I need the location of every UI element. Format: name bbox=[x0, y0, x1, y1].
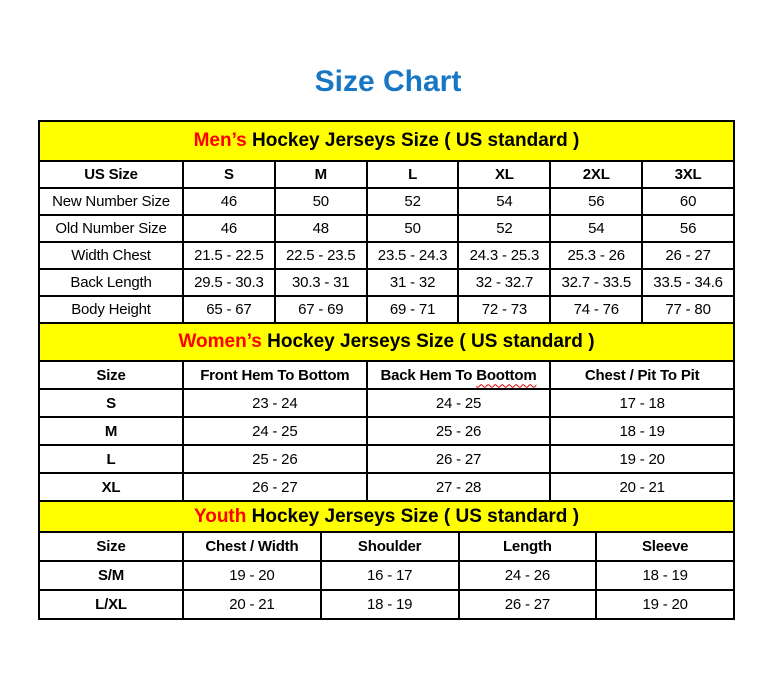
youth-header-row bbox=[39, 532, 734, 561]
header-cell: 2XL bbox=[550, 161, 642, 188]
value-cell: 69 - 71 bbox=[367, 296, 459, 323]
value-cell: 24 - 25 bbox=[367, 389, 551, 417]
value-cell: 27 - 28 bbox=[367, 473, 551, 501]
header-cell: Shoulder bbox=[321, 532, 459, 561]
value-cell: 56 bbox=[550, 188, 642, 215]
table-row bbox=[39, 445, 734, 473]
value-cell: 26 - 27 bbox=[459, 590, 597, 619]
mens-section-band bbox=[39, 121, 734, 161]
table-row bbox=[39, 417, 734, 445]
value-cell: 54 bbox=[458, 188, 550, 215]
womens-size-table bbox=[38, 322, 735, 502]
mens-section-highlight: Men’s bbox=[193, 130, 247, 151]
value-cell: 50 bbox=[367, 215, 459, 242]
header-cell: XL bbox=[458, 161, 550, 188]
value-cell: 67 - 69 bbox=[275, 296, 367, 323]
row-label: L/XL bbox=[39, 590, 183, 619]
youth-section-title-rest: Hockey Jerseys Size ( US standard ) bbox=[246, 505, 580, 527]
value-cell: 74 - 76 bbox=[550, 296, 642, 323]
womens-section-title bbox=[39, 323, 734, 361]
mens-size-table bbox=[38, 120, 735, 324]
womens-header-row bbox=[39, 361, 734, 389]
header-cell: Size bbox=[39, 361, 183, 389]
row-label: Back Length bbox=[39, 269, 183, 296]
value-cell: 24 - 26 bbox=[459, 561, 597, 590]
value-cell: 22.5 - 23.5 bbox=[275, 242, 367, 269]
womens-section-band bbox=[39, 323, 734, 361]
value-cell: 52 bbox=[367, 188, 459, 215]
value-cell: 24 - 25 bbox=[183, 417, 367, 445]
value-cell: 32.7 - 33.5 bbox=[550, 269, 642, 296]
value-cell: 32 - 32.7 bbox=[458, 269, 550, 296]
youth-section-title bbox=[39, 501, 734, 532]
spellcheck-underlined-word: Boottom bbox=[476, 366, 537, 384]
table-row bbox=[39, 215, 734, 242]
row-label: New Number Size bbox=[39, 188, 183, 215]
value-cell: 21.5 - 22.5 bbox=[183, 242, 275, 269]
value-cell: 29.5 - 30.3 bbox=[183, 269, 275, 296]
header-cell: S bbox=[183, 161, 275, 188]
header-cell: 3XL bbox=[642, 161, 734, 188]
value-cell: 60 bbox=[642, 188, 734, 215]
header-cell: L bbox=[367, 161, 459, 188]
header-cell: Chest / Pit To Pit bbox=[550, 361, 734, 389]
value-cell: 17 - 18 bbox=[550, 389, 734, 417]
table-row bbox=[39, 188, 734, 215]
value-cell: 18 - 19 bbox=[321, 590, 459, 619]
value-cell: 24.3 - 25.3 bbox=[458, 242, 550, 269]
womens-section-title-rest: Hockey Jerseys Size ( US standard ) bbox=[261, 331, 595, 352]
value-cell: 19 - 20 bbox=[183, 561, 321, 590]
row-label: S/M bbox=[39, 561, 183, 590]
table-row bbox=[39, 473, 734, 501]
header-cell: Length bbox=[459, 532, 597, 561]
value-cell: 20 - 21 bbox=[550, 473, 734, 501]
value-cell: 56 bbox=[642, 215, 734, 242]
row-label: M bbox=[39, 417, 183, 445]
value-cell: 16 - 17 bbox=[321, 561, 459, 590]
value-cell: 19 - 20 bbox=[596, 590, 734, 619]
table-row bbox=[39, 590, 734, 619]
header-cell: Chest / Width bbox=[183, 532, 321, 561]
value-cell: 33.5 - 34.6 bbox=[642, 269, 734, 296]
value-cell: 18 - 19 bbox=[596, 561, 734, 590]
row-label: Body Height bbox=[39, 296, 183, 323]
header-cell: M bbox=[275, 161, 367, 188]
row-label: Old Number Size bbox=[39, 215, 183, 242]
value-cell: 25 - 26 bbox=[367, 417, 551, 445]
table-row bbox=[39, 389, 734, 417]
header-cell-misspelled bbox=[367, 361, 551, 389]
value-cell: 65 - 67 bbox=[183, 296, 275, 323]
header-cell: US Size bbox=[39, 161, 183, 188]
table-row bbox=[39, 561, 734, 590]
value-cell: 72 - 73 bbox=[458, 296, 550, 323]
value-cell: 54 bbox=[550, 215, 642, 242]
row-label: Width Chest bbox=[39, 242, 183, 269]
mens-header-row bbox=[39, 161, 734, 188]
mens-section-title-rest: Hockey Jerseys Size ( US standard ) bbox=[246, 130, 580, 151]
value-cell: 77 - 80 bbox=[642, 296, 734, 323]
size-tables bbox=[38, 120, 735, 620]
value-cell: 50 bbox=[275, 188, 367, 215]
value-cell: 26 - 27 bbox=[183, 473, 367, 501]
mens-section-title bbox=[39, 121, 734, 161]
youth-section-highlight: Youth bbox=[193, 505, 247, 527]
value-cell: 48 bbox=[275, 215, 367, 242]
page-title: Size Chart bbox=[314, 65, 462, 98]
value-cell: 26 - 27 bbox=[367, 445, 551, 473]
value-cell: 52 bbox=[458, 215, 550, 242]
value-cell: 26 - 27 bbox=[642, 242, 734, 269]
value-cell: 23.5 - 24.3 bbox=[367, 242, 459, 269]
value-cell: 30.3 - 31 bbox=[275, 269, 367, 296]
value-cell: 18 - 19 bbox=[550, 417, 734, 445]
value-cell: 46 bbox=[183, 215, 275, 242]
youth-size-table bbox=[38, 500, 735, 620]
table-row bbox=[39, 269, 734, 296]
value-cell: 31 - 32 bbox=[367, 269, 459, 296]
value-cell: 20 - 21 bbox=[183, 590, 321, 619]
youth-section-band bbox=[39, 501, 734, 532]
header-cell: Front Hem To Bottom bbox=[183, 361, 367, 389]
table-row bbox=[39, 242, 734, 269]
row-label: S bbox=[39, 389, 183, 417]
table-row bbox=[39, 296, 734, 323]
value-cell: 19 - 20 bbox=[550, 445, 734, 473]
value-cell: 23 - 24 bbox=[183, 389, 367, 417]
value-cell: 46 bbox=[183, 188, 275, 215]
header-cell: Size bbox=[39, 532, 183, 561]
value-cell: 25.3 - 26 bbox=[550, 242, 642, 269]
header-text: Back Hem To bbox=[380, 366, 477, 384]
header-cell: Sleeve bbox=[596, 532, 734, 561]
row-label: XL bbox=[39, 473, 183, 501]
value-cell: 25 - 26 bbox=[183, 445, 367, 473]
row-label: L bbox=[39, 445, 183, 473]
womens-section-highlight: Women’s bbox=[178, 331, 262, 352]
